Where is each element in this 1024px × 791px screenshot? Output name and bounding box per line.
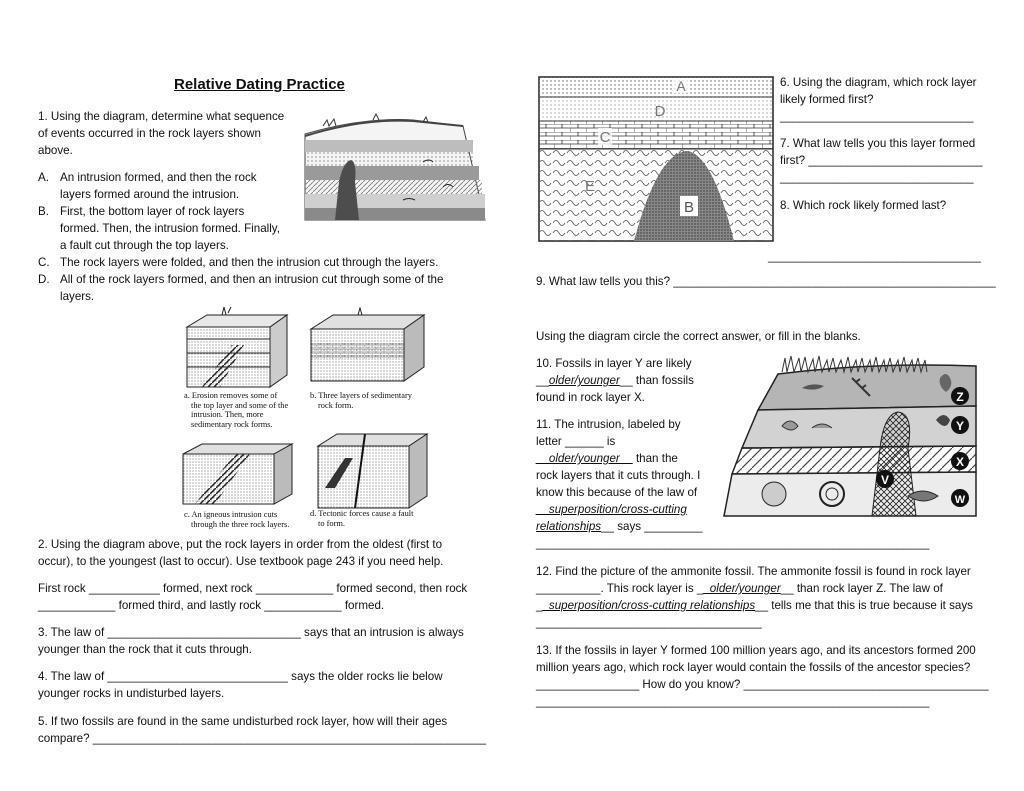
q7[interactable]: 7. What law tells you this layer formed first? ___________________________ ______________________________ xyxy=(780,137,983,184)
caption-c: c. An igneous intrusion cuts through the three rock layers. xyxy=(184,510,290,529)
q10-choice[interactable]: older/younger xyxy=(548,374,620,387)
label-e: E xyxy=(584,178,596,195)
label-d: D xyxy=(654,103,666,120)
q11-choice-age[interactable]: __older/younger__ xyxy=(536,452,633,465)
label-a: A xyxy=(676,78,686,94)
q12[interactable]: 12. Find the picture of the ammonite fossil. The ammonite fossil is found in rock layer __________. This rock layer is __older/younger__ than rock layer Z. The law of __superposition/cross-cutting relationships__ tells me that this is true because it says ___________________________________ xyxy=(536,565,973,629)
q4[interactable]: 4. The law of ____________________________ says the older rocks lie below younger rocks in undisturbed layers. xyxy=(38,670,443,700)
q5[interactable]: 5. If two fossils are found in the same undisturbed rock layer, how will their ages compare? _____________________________________________________________ xyxy=(38,715,487,745)
q12-choice-law[interactable]: _superposition/cross-cutting relationships xyxy=(542,599,756,612)
q10[interactable]: 10. Fossils in layer Y are likely __older/younger__ than fossils found in rock layer X. xyxy=(536,357,694,404)
rock-layer-diagram-abcde xyxy=(538,76,774,242)
q6[interactable]: 6. Using the diagram, which rock layer likely formed first? ______________________________ xyxy=(780,76,977,123)
label-b: B xyxy=(683,199,695,216)
q9[interactable]: 9. What law tells you this? __________________________________________________ xyxy=(536,275,996,288)
caption-d: d. Tectonic forces cause a fault to form. xyxy=(310,509,414,528)
q1-option-b[interactable]: B. First, the bottom layer of rock layers formed. Then, the intrusion formed. Finally, a fault cut through the top layers. xyxy=(38,205,280,252)
page-title: Relative Dating Practice xyxy=(174,76,345,93)
label-c: C xyxy=(599,129,611,146)
q11[interactable]: 11. The intrusion, labeled by letter ______ is __older/younger__ than the rock layers that it cuts through. I know this because of the law of __superposition/cross-cutting relationships__ says _________ xyxy=(536,418,703,533)
block-diagram-c xyxy=(180,440,295,508)
q8-answer-blank[interactable]: _________________________________ xyxy=(768,250,981,263)
q2-prompt: 2. Using the diagram above, put the rock layers in order from the oldest (first to occur), to the youngest (last to occur). Use textbook page 243 if you need help. xyxy=(38,538,444,568)
q1-option-d[interactable]: D. All of the rock layers formed, and then an intrusion cut through some of the layers. xyxy=(38,273,444,303)
caption-b: b. Three layers of sedimentary rock form. xyxy=(310,391,412,410)
block-diagram-d xyxy=(315,428,433,512)
q12-choice-age[interactable]: _older/younger xyxy=(703,582,781,595)
q1-option-c[interactable]: C. The rock layers were folded, and then the intrusion cut through the layers. xyxy=(38,256,439,269)
q11-answer-line[interactable]: _____________________________________________________________ xyxy=(536,537,930,550)
block-diagram-b xyxy=(308,307,428,387)
q13[interactable]: 13. If the fossils in layer Y formed 100 million years ago, and its ancestors formed 200 million years ago, which rock layer would contain the fossils of the ancestor species? ________________ How do you know? ______________________________________ _____________________________________________________________ xyxy=(536,644,989,708)
q8: 8. Which rock likely formed last? xyxy=(780,199,947,212)
caption-a: a. Erosion removes some of the top layer and some of the intrusion. Then, more sedimentary rock forms. xyxy=(184,391,289,429)
instructions: Using the diagram circle the correct answer, or fill in the blanks. xyxy=(536,330,861,343)
q1-layer-diagram xyxy=(303,112,487,224)
q3[interactable]: 3. The law of ______________________________ says that an intrusion is always younger than the rock that it cuts through. xyxy=(38,626,464,656)
label-x: X xyxy=(955,455,965,469)
label-z: Z xyxy=(956,390,964,404)
label-y: Y xyxy=(955,419,965,433)
fossil-layer-diagram xyxy=(722,348,978,520)
q2-answer-lines[interactable]: First rock ___________ formed, next rock ____________ formed second, then rock ____________ formed third, and lastly rock ____________ formed. xyxy=(38,582,468,612)
q1-prompt: 1. Using the diagram, determine what sequence of events occurred in the rock layers shown above. xyxy=(38,110,285,157)
q11-choice-law[interactable]: __superposition/cross-cutting xyxy=(536,503,687,516)
block-diagram-a xyxy=(182,305,292,390)
label-v: V xyxy=(880,473,890,487)
q1-option-a[interactable]: A. An intrusion formed, and then the rock layers formed around the intrusion. xyxy=(38,171,257,201)
label-w: W xyxy=(954,494,966,506)
